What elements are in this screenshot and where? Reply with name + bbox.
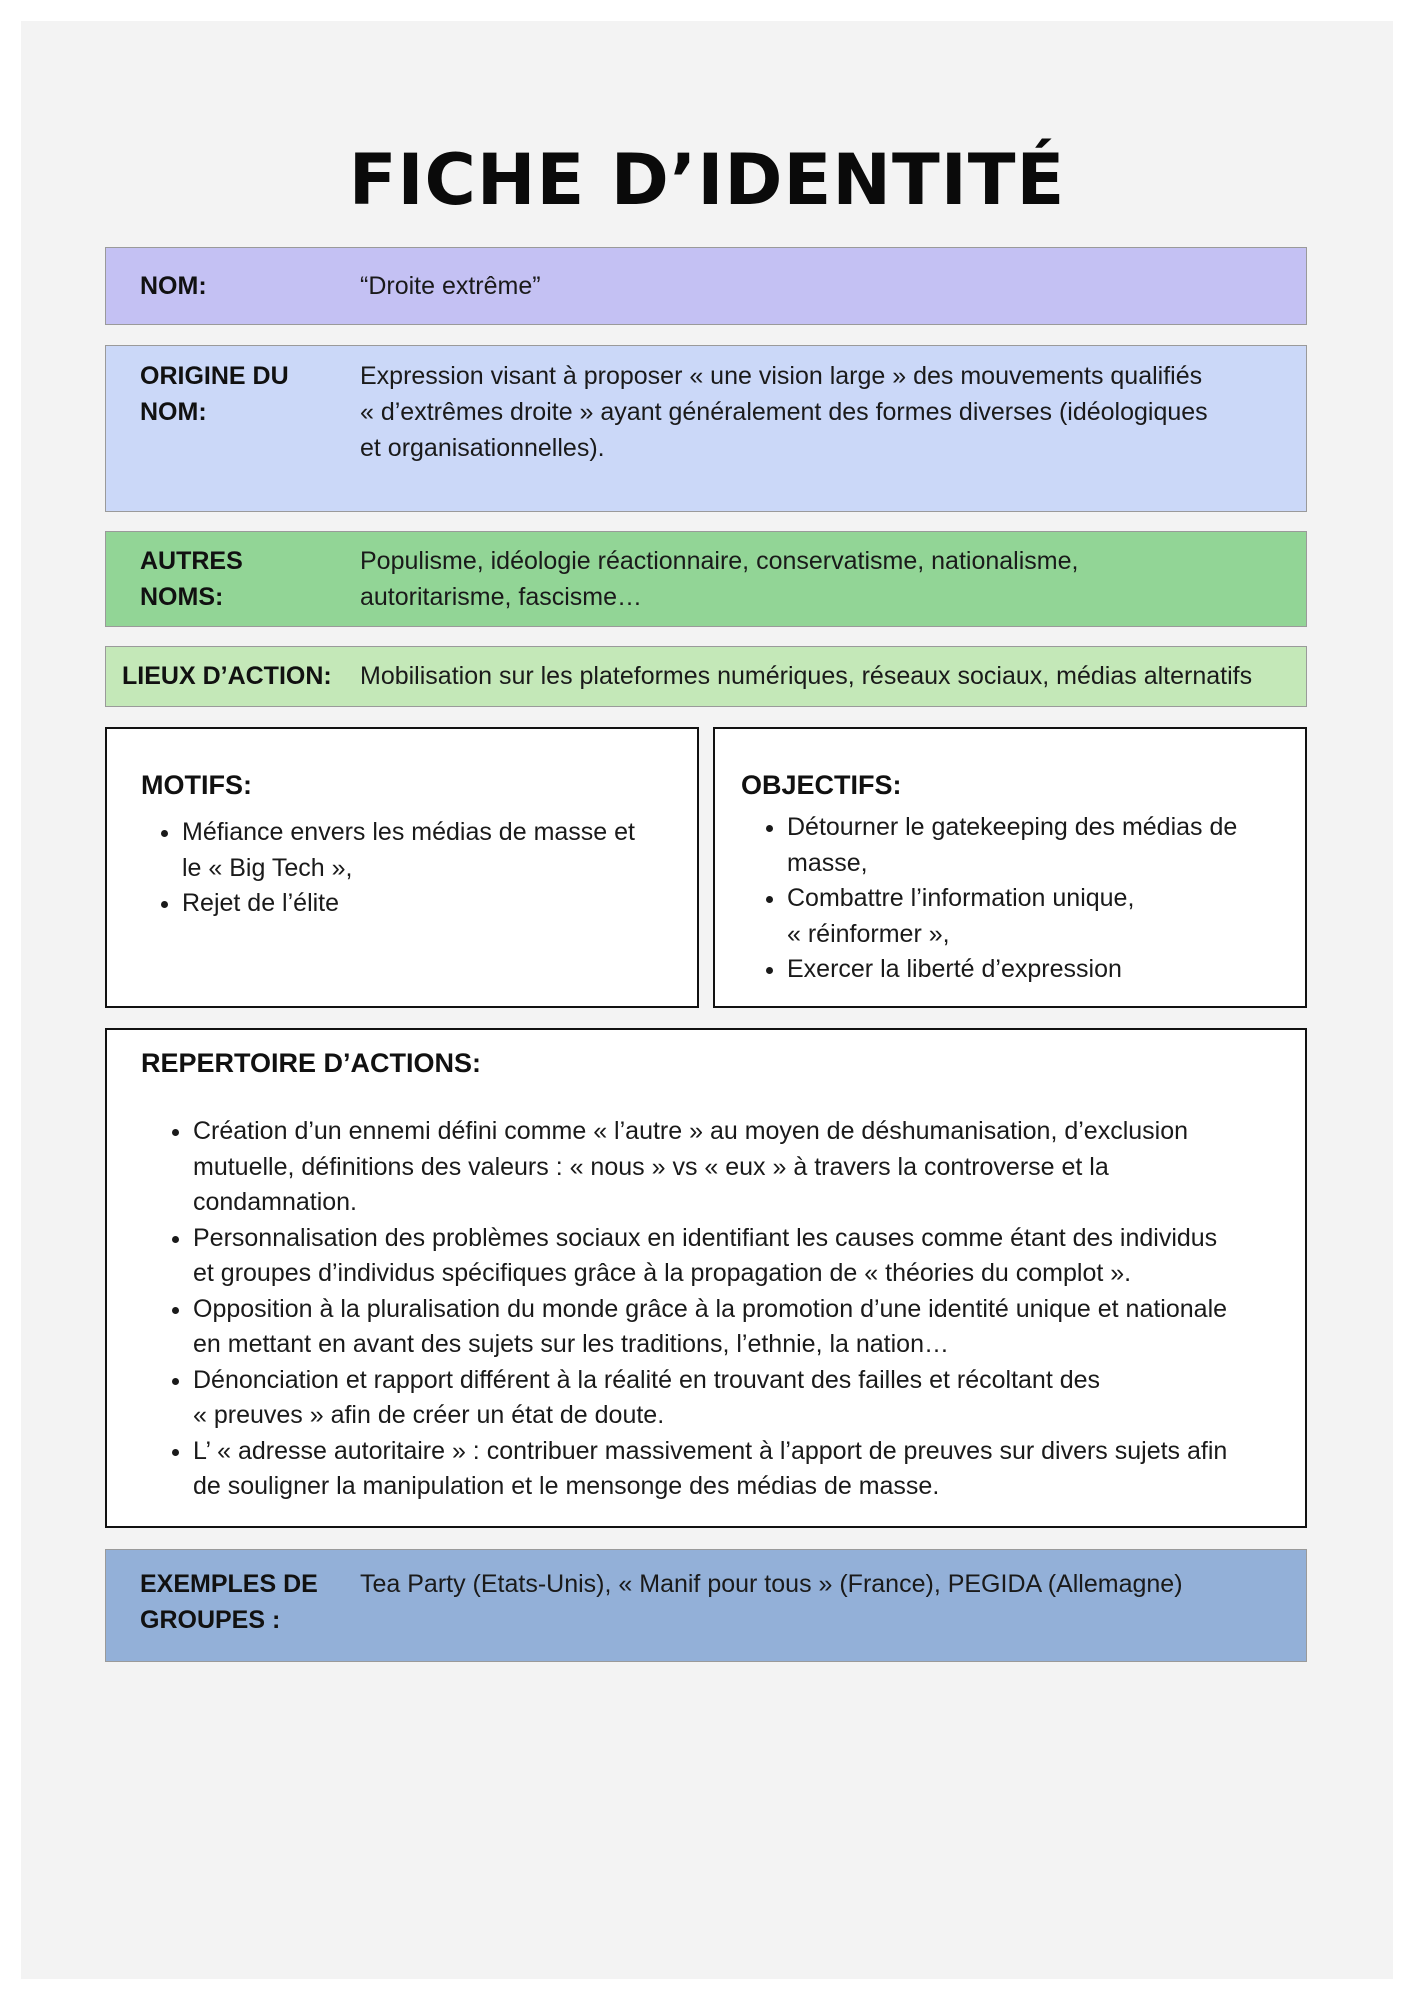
autres-label-line: NOMS: xyxy=(140,583,224,611)
origine-label-line: ORIGINE DU xyxy=(140,362,289,390)
objectifs-heading: OBJECTIFS: xyxy=(741,770,902,800)
origine-line: Expression visant à proposer « une vision large » des mouvements qualifiés xyxy=(360,362,1203,390)
origine-label xyxy=(140,358,289,430)
list-item xyxy=(193,1114,1305,1221)
lieux-label: LIEUX D’ACTION: xyxy=(122,662,332,690)
list-item-line: Création d’un ennemi défini comme « l’autre » au moyen de déshumanisation, d’exclusion xyxy=(193,1117,1189,1145)
repertoire-heading: REPERTOIRE D’ACTIONS: xyxy=(141,1048,482,1078)
page-title: FICHE D’IDENTITÉ xyxy=(348,139,1066,221)
motifs-box xyxy=(105,727,699,1008)
list-item xyxy=(787,881,1305,952)
list-item-line: et groupes d’individus spécifiques grâce à la propagation de « théories du complot ». xyxy=(193,1259,1132,1287)
row-autres-noms xyxy=(105,531,1307,627)
origine-line: et organisationnelles). xyxy=(360,434,605,462)
list-item-line: Personnalisation des problèmes sociaux en identifiant les causes comme étant des individus xyxy=(193,1223,1218,1252)
nom-label: NOM: xyxy=(140,272,207,300)
autres-line: autoritarisme, fascisme… xyxy=(360,583,643,611)
list-item xyxy=(193,1363,1305,1434)
list-item-line: le « Big Tech », xyxy=(182,853,353,882)
autres-value xyxy=(360,543,1078,615)
list-item-line: « réinformer », xyxy=(787,919,950,948)
autres-label xyxy=(140,543,243,615)
motifs-heading: MOTIFS: xyxy=(141,770,252,800)
list-item-line: « preuves » afin de créer un état de doute. xyxy=(193,1401,665,1429)
list-item-line: Dénonciation et rapport différent à la réalité en trouvant des failles et récoltant des xyxy=(193,1365,1101,1394)
autres-line: Populisme, idéologie réactionnaire, conservatisme, nationalisme, xyxy=(360,547,1079,575)
exemples-label-line: GROUPES : xyxy=(140,1606,281,1634)
list-item xyxy=(193,1221,1305,1292)
motifs-list xyxy=(107,815,697,922)
lieux-value: Mobilisation sur les plateformes numériques, réseaux sociaux, médias alternatifs xyxy=(360,662,1253,690)
list-item-line: mutuelle, définitions des valeurs : « nous » vs « eux » à travers la controverse et la xyxy=(193,1152,1109,1181)
objectifs-box xyxy=(713,727,1307,1008)
list-item-line: Combattre l’information unique, xyxy=(787,884,1135,912)
list-item xyxy=(193,1434,1305,1505)
row-exemples xyxy=(105,1549,1307,1662)
repertoire-list xyxy=(107,1114,1305,1505)
row-lieux xyxy=(105,646,1307,707)
exemples-value: Tea Party (Etats-Unis), « Manif pour tous » (France), PEGIDA (Allemagne) xyxy=(360,1570,1183,1598)
list-item xyxy=(787,810,1305,881)
list-item-line: en mettant en avant des sujets sur les traditions, l’ethnie, la nation… xyxy=(193,1330,949,1358)
exemples-label-line: EXEMPLES DE xyxy=(140,1570,318,1598)
list-item-line: masse, xyxy=(787,848,868,877)
list-item xyxy=(193,1292,1305,1363)
list-item-line: Méfiance envers les médias de masse et xyxy=(182,818,635,846)
list-item-line: condamnation. xyxy=(193,1188,358,1216)
list-item-line: L’ « adresse autoritaire » : contribuer massivement à l’apport de preuves sur divers sujets afin xyxy=(193,1436,1228,1465)
row-nom xyxy=(105,247,1307,325)
list-item-line: Opposition à la pluralisation du monde grâce à la promotion d’une identité unique et nationale xyxy=(193,1294,1228,1323)
list-item-line: Exercer la liberté d’expression xyxy=(787,955,1122,983)
origine-label-line: NOM: xyxy=(140,398,207,426)
list-item-line: Détourner le gatekeeping des médias de xyxy=(787,813,1238,841)
autres-label-line: AUTRES xyxy=(140,547,243,575)
exemples-label xyxy=(140,1566,318,1638)
list-item-line: de souligner la manipulation et le mensonge des médias de masse. xyxy=(193,1472,940,1500)
origine-line: « d’extrêmes droite » ayant généralement des formes diverses (idéologiques xyxy=(360,398,1208,426)
list-item xyxy=(182,886,697,922)
list-item xyxy=(787,952,1305,988)
origine-value xyxy=(360,358,1208,466)
objectifs-list xyxy=(715,810,1305,988)
nom-value: “Droite extrême” xyxy=(360,272,541,300)
repertoire-box xyxy=(105,1028,1307,1528)
row-origine xyxy=(105,345,1307,512)
document-page xyxy=(21,21,1393,1979)
list-item xyxy=(182,815,697,886)
list-item-line: Rejet de l’élite xyxy=(182,889,340,917)
